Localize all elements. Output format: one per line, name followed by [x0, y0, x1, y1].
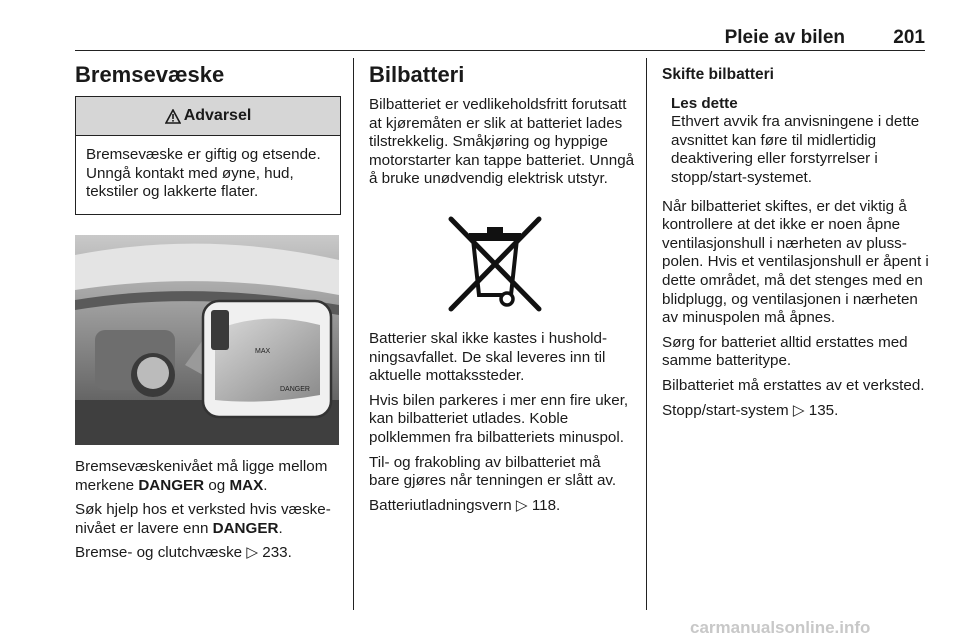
paragraph-brake-level	[75, 458, 341, 495]
crossref-label: Stopp/start-system	[662, 401, 789, 419]
arrow-right-icon: ▷	[515, 496, 528, 514]
battery-disposal-text	[369, 330, 635, 521]
text-run: Søk hjelp hos et verksted hvis væskenivået er lavere enn	[75, 501, 331, 537]
paragraph-vent-holes: Når bilbatteriet skiftes, er det viktig å kontrollere at det ikke er noen åpne ventilasjonshull i nærheten av plusspolen. Hvis et ventilasjonshull er åpent i dette området, må det stenges med en blidplugg, og ventilasjonen i nærheten av minuspolen må åpnes.	[662, 197, 929, 327]
crossref-label: Bremse- og clutchvæske	[75, 544, 243, 562]
page-header	[75, 0, 925, 51]
crossref-stop-start[interactable]	[662, 402, 930, 421]
section-title: Pleie av bilen	[724, 27, 845, 48]
heading-brake-fluid: Bremsevæske	[75, 62, 225, 87]
column-divider	[353, 58, 354, 610]
paragraph-maintenance-free: Bilbatteriet er vedlikeholdsfritt forutsatt at kjøremåten er slik at batteriet lades tilstrekkelig. Småkjøring og hyppige motorstarter kan tappe batteriet. Unngå å bruke unødvendig elektrisk utstyr.	[369, 96, 635, 188]
note-text: Ethvert avvik fra anvisningene i dette avsnittet kan føre til midlertidig deaktivering eller forstyrrelser i stopp/start-systemet.	[671, 113, 920, 186]
column-replace-battery	[662, 58, 930, 426]
note-title: Les dette	[671, 94, 738, 112]
crossref-page: 118.	[531, 496, 561, 514]
photo-label-max: MAX	[255, 348, 271, 355]
warning-header	[76, 97, 340, 136]
warning-label: Advarsel	[183, 107, 252, 124]
text-run: .	[263, 476, 268, 494]
paragraph-workshop-replace: Bilbatteriet må erstattes av et verksted.	[662, 376, 925, 394]
paragraph-workshop	[75, 501, 341, 538]
arrow-right-icon: ▷	[246, 544, 259, 562]
heading-car-battery: Bilbatteri	[369, 62, 465, 87]
watermark: carmanualsonline.info	[690, 618, 871, 637]
paragraph-parking: Hvis bilen parkeres i mer enn fire uker, kan bilbatteriet utlades. Koble polklemmen fra bilbatteriets minuspol.	[369, 391, 629, 446]
text-run: .	[278, 519, 283, 537]
warning-text: Bremsevæske er giftig og etsende. Unngå kontakt med øyne, hud, tekstiler og lakkerte flater.	[86, 146, 321, 201]
heading-replace-battery: Skifte bilbatteri	[662, 66, 774, 83]
crossref-label: Batteriutladningsvern	[369, 496, 512, 514]
crossref-brake-clutch[interactable]	[75, 544, 341, 563]
photo-label-danger: DANGER	[280, 386, 310, 393]
brake-fluid-text	[75, 458, 341, 569]
warning-box	[75, 96, 341, 215]
page-number: 201	[893, 27, 925, 48]
crossref-page: 135.	[808, 401, 839, 419]
keyword-danger: DANGER	[138, 476, 205, 494]
arrow-right-icon: ▷	[792, 401, 805, 419]
keyword-max: MAX	[229, 476, 264, 494]
text-run: Bremsevæskenivået må ligge mellom merkene	[75, 458, 328, 494]
warning-triangle-icon	[165, 109, 181, 124]
crossed-out-bin-icon	[447, 215, 543, 313]
column-divider	[646, 58, 647, 610]
crossref-page: 233.	[262, 544, 292, 562]
keyword-danger: DANGER	[212, 519, 279, 537]
paragraph-disposal: Batterier skal ikke kastes i husholdningsavfallet. De skal leveres inn til aktuelle mottakssteder.	[369, 330, 608, 385]
column-brake-fluid	[75, 58, 341, 88]
paragraph-same-type: Sørg for batteriet alltid erstattes med samme batteritype.	[662, 333, 908, 370]
crossref-discharge-protection[interactable]	[369, 497, 635, 516]
note-box	[662, 95, 930, 188]
column-car-battery	[369, 58, 635, 195]
paragraph-connection: Til- og frakobling av bilbatteriet må bare gjøres når tenningen er slått av.	[369, 453, 617, 490]
text-run: og	[204, 476, 230, 494]
brake-fluid-reservoir-photo	[75, 235, 339, 445]
